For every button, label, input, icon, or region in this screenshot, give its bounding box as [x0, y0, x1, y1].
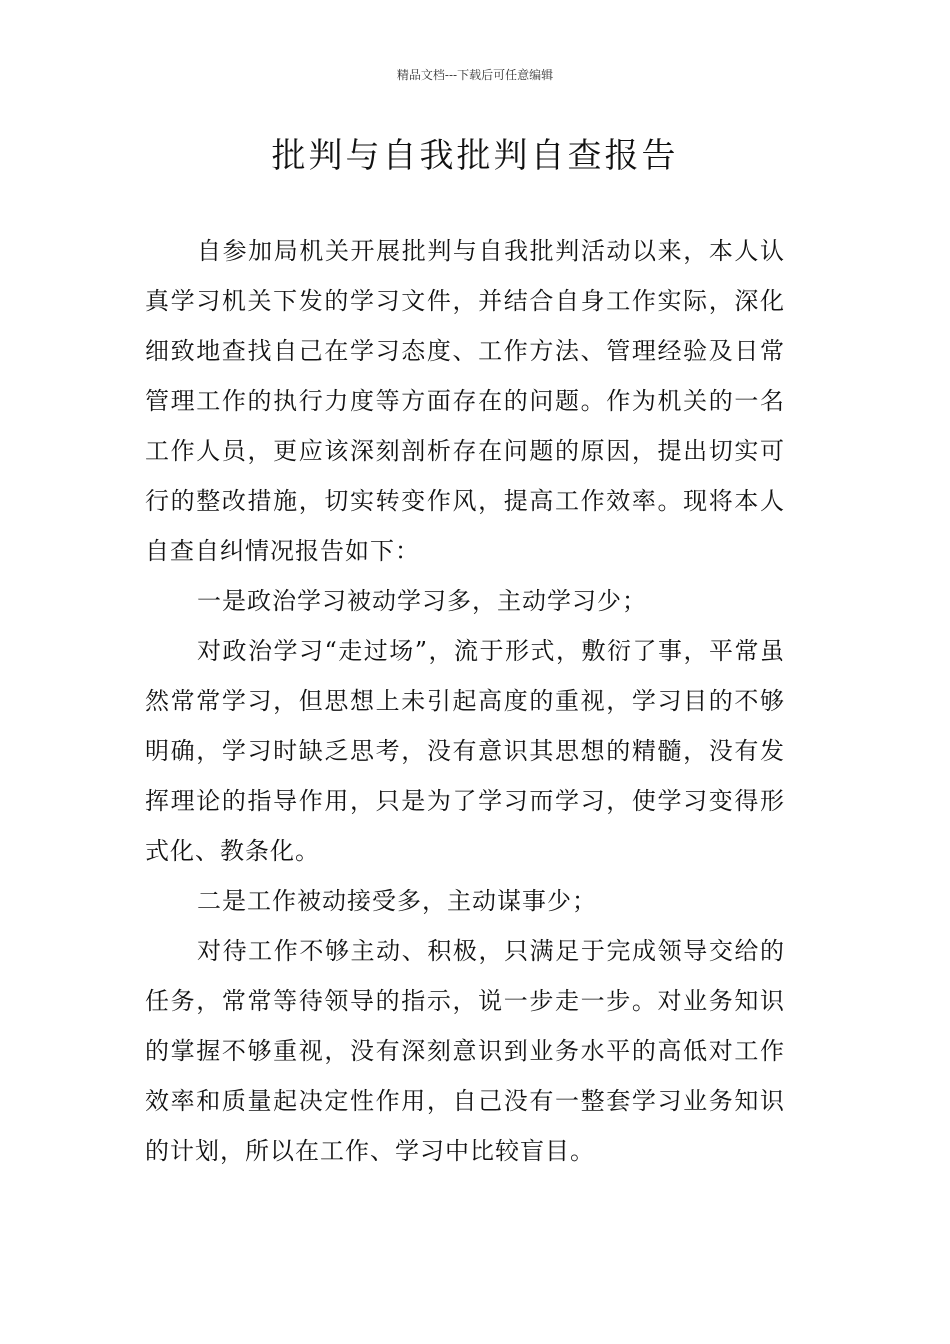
- paragraph-point-2-heading: 二是工作被动接受多，主动谋事少；: [197, 887, 597, 915]
- document-title: 批判与自我批判自查报告: [271, 136, 679, 176]
- paragraph-point-1-heading: 一是政治学习被动学习多，主动学习少；: [197, 587, 647, 615]
- paragraph-point-2-detail: 对待工作不够主动、积极，只满足于完成领导交给的任务，常常等待领导的指示，说一步走一步。对业务知识的掌握不够重视，没有深刻意识到业务水平的高低对工作效率和质量起决定性作用，自己没有一整套学习业务知识的计划，所以在工作、学习中比较盲目。: [145, 937, 785, 1165]
- header-note: 精品文档---下载后可任意编辑: [396, 68, 554, 82]
- paragraph-intro: 自参加局机关开展批判与自我批判活动以来，本人认真学习机关下发的学习文件，并结合自身工作实际，深化细致地查找自己在学习态度、工作方法、管理经验及日常管理工作的执行力度等方面存在的问题。作为机关的一名工作人员，更应该深刻剖析存在问题的原因，提出切实可行的整改措施，切实转变作风，提高工作效率。现将本人自查自纠情况报告如下：: [145, 237, 785, 565]
- paragraph-point-1-detail: 对政治学习“走过场”，流于形式，敷衍了事，平常虽然常常学习，但思想上未引起高度的重视，学习目的不够明确，学习时缺乏思考，没有意识其思想的精髓，没有发挥理论的指导作用，只是为了学习而学习，使学习变得形式化、教条化。: [145, 637, 785, 865]
- document-body: [145, 226, 785, 1176]
